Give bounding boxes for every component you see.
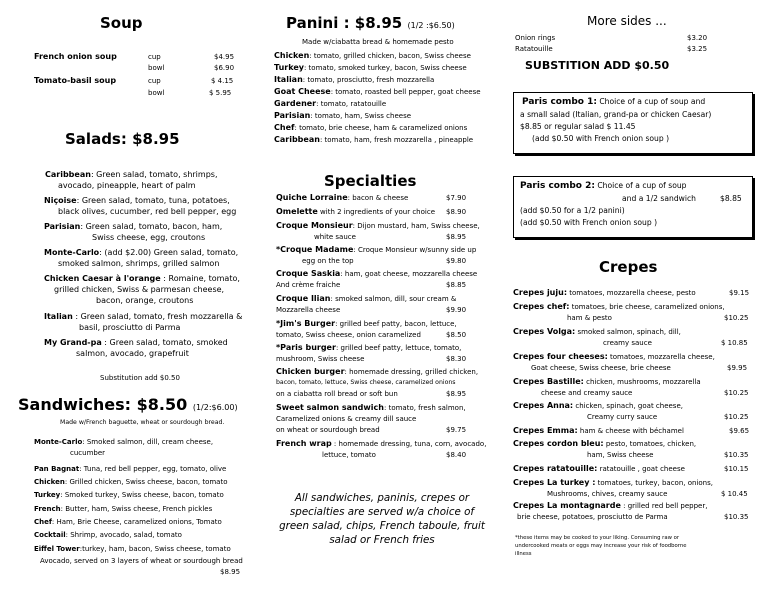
- panini-desc: : tomato, smoked turkey, bacon, Swiss cheese: [303, 64, 467, 72]
- sandwich-item: [34, 517, 222, 527]
- specialty-name: Sweet salmon sandwich: [276, 403, 384, 412]
- sandwich-item: [34, 544, 231, 554]
- crepes-heading: Crepes: [599, 258, 658, 276]
- salad-name: Chicken Caesar à l'orange: [44, 274, 161, 283]
- crepe-name: Crepes La montagnarde: [513, 501, 621, 510]
- salad-desc-cont: Swiss cheese, egg, croutons: [92, 233, 206, 242]
- specialty-name: *Croque Madame: [276, 245, 354, 254]
- panini-item: [274, 63, 467, 73]
- sandwich-name: Turkey: [34, 491, 61, 499]
- salad-desc-cont: basil, prosciutto di Parma: [79, 323, 181, 332]
- sandwich-desc-cont: Avocado, served on 3 layers of wheat or sourdough bread: [40, 557, 243, 565]
- crepe-item: [513, 478, 713, 488]
- specialty-item: [276, 207, 435, 217]
- soup-size: bowl: [148, 64, 165, 72]
- crepe-price: $9.95: [727, 364, 748, 372]
- soup-price: $6.90: [214, 64, 235, 72]
- specialty-name: Croque Monsieur: [276, 221, 353, 230]
- specialty-price: $8.90: [446, 208, 467, 216]
- salad-item: [44, 338, 228, 348]
- crepe-desc-cont: ham, Swiss cheese: [587, 451, 654, 459]
- specialty-name: Chicken burger: [276, 367, 345, 376]
- crepe-price: $10.15: [724, 465, 749, 473]
- combo2-name: Paris combo 2:: [520, 181, 595, 191]
- salad-item: [44, 196, 230, 206]
- soup-heading: Soup: [100, 14, 143, 32]
- crepe-name: Crepes La turkey :: [513, 478, 596, 487]
- soup-size: bowl: [148, 89, 165, 97]
- crepe-item: [513, 501, 707, 511]
- crepe-desc: ratatouille , goat cheese: [597, 465, 685, 473]
- side-price: $3.20: [687, 34, 708, 42]
- panini-desc: : tomato, grilled chicken, bacon, Swiss cheese: [309, 52, 471, 60]
- combo2-box: [513, 176, 753, 238]
- crepe-name: Crepes Emma:: [513, 426, 578, 435]
- sandwich-name: Monte-Carlo: [34, 438, 83, 446]
- sandwich-name: Pan Bagnat: [34, 465, 80, 473]
- crepe-item: [513, 288, 696, 298]
- sandwiches-heading: [18, 395, 238, 414]
- sandwich-price: $8.95: [220, 568, 241, 576]
- sandwich-item: [34, 437, 213, 447]
- combo1-line: $8.85 or regular salad $ 11.45: [520, 122, 636, 131]
- specialty-price: $8.95: [446, 233, 467, 241]
- specialty-desc: : homemade dressing, tuna, corn, avocado,: [331, 440, 487, 448]
- panini-desc: : tomato, prosciutto, fresh mozzarella: [302, 76, 435, 84]
- specialty-price: $8.95: [446, 390, 467, 398]
- salad-name: Parisian: [44, 222, 81, 231]
- sandwich-item: [34, 490, 224, 500]
- crepe-price: $10.25: [724, 413, 749, 421]
- crepe-desc: chicken, spinach, goat cheese,: [573, 402, 683, 410]
- sandwich-name: French: [34, 505, 61, 513]
- specialty-desc-cont: Mozzarella cheese: [276, 306, 341, 314]
- panini-name: Turkey: [274, 63, 304, 72]
- crepe-name: Crepes Anna:: [513, 401, 574, 410]
- crepe-item: [513, 302, 725, 312]
- specialty-item: [276, 343, 461, 353]
- specialty-desc-cont: white sauce: [314, 233, 356, 241]
- specialty-desc-cont: lettuce, tomato: [322, 451, 376, 459]
- specialty-item: [276, 269, 477, 279]
- crepe-item: [513, 401, 683, 411]
- sandwich-desc: : Smoked turkey, Swiss cheese, bacon, tomato: [60, 491, 224, 499]
- sandwich-item: [34, 504, 212, 514]
- specialty-desc: : Croque Monsieur w/sunny side up: [353, 246, 477, 254]
- specialty-item: [276, 193, 408, 203]
- panini-title: Panini : $8.95: [286, 14, 403, 32]
- crepe-item: [513, 352, 715, 362]
- specialty-desc-cont: bacon, tomato, lettuce, Swiss cheese, caramelized onions: [276, 379, 456, 386]
- specialty-item: [276, 319, 457, 329]
- specialty-desc-cont: tomato, Swiss cheese, onion caramelized: [276, 331, 421, 339]
- sandwich-desc: :turkey, ham, bacon, Swiss cheese, tomato: [79, 545, 231, 553]
- specialty-desc-cont: Caramelized onions & creamy dill sauce: [276, 415, 417, 423]
- crepe-desc: tomatoes, turkey, bacon, onions,: [595, 479, 713, 487]
- panini-item: [274, 123, 467, 133]
- specialty-price: $9.80: [446, 257, 467, 265]
- crepe-desc: smoked salmon, spinach, dill,: [575, 328, 681, 336]
- panini-name: Chicken: [274, 51, 310, 60]
- sandwich-desc: : Grilled chicken, Swiss cheese, bacon, tomato: [64, 478, 228, 486]
- panini-name: Italian: [274, 75, 303, 84]
- crepe-item: [513, 377, 701, 387]
- salad-substitution-note: Substitution add $0.50: [100, 374, 180, 382]
- panini-name: Caribbean: [274, 135, 320, 144]
- crepe-price: $10.25: [724, 314, 749, 322]
- salad-desc: : Green salad, tomato, shrimps,: [90, 170, 218, 179]
- warning-line: *these items may be cooked to your liking. Consuming raw or: [515, 535, 680, 541]
- crepe-desc: pesto, tomatoes, chicken,: [603, 440, 697, 448]
- combo2-line: (add $0.50 with French onion soup ): [520, 218, 658, 227]
- specialty-desc: : Dijon mustard, ham, Swiss cheese,: [352, 222, 480, 230]
- crepe-desc-cont: brie cheese, potatoes, prosciutto de Parma: [517, 513, 668, 521]
- sandwich-desc: : Tuna, red bell pepper, egg, tomato, olive: [79, 465, 227, 473]
- crepe-desc-cont: ham & pesto: [567, 314, 612, 322]
- salad-name: My Grand-pa: [44, 338, 102, 347]
- crepe-desc-cont: Goat cheese, Swiss cheese, brie cheese: [531, 364, 671, 372]
- panini-half-price: (1/2 :$6.50): [407, 21, 455, 30]
- soup-item-name: French onion soup: [34, 52, 117, 61]
- crepe-desc: tomatoes, mozzarella cheese, pesto: [567, 289, 696, 297]
- salad-desc: : (add $2.00) Green salad, tomato,: [99, 248, 239, 257]
- crepe-desc: chicken, mushrooms, mozzarella: [583, 378, 701, 386]
- combo1-line: a small salad (Italian, grand-pa or chicken Caesar): [520, 110, 712, 119]
- salads-heading: Salads: $8.95: [65, 130, 180, 148]
- sandwich-item: [34, 530, 182, 540]
- panini-heading: [286, 14, 455, 32]
- crepe-item: [513, 439, 696, 449]
- specialty-item: [276, 439, 486, 449]
- salad-desc-cont: grilled chicken, Swiss & parmesan cheese,: [54, 285, 225, 294]
- substitution-note: SUBSTITION ADD $0.50: [525, 59, 670, 72]
- salad-name: Italian: [44, 312, 73, 321]
- specialty-name: Omelette: [276, 207, 318, 216]
- salad-desc: : Romaine, tomato,: [160, 274, 240, 283]
- salad-desc-cont: smoked salmon, shrimps, grilled salmon: [58, 259, 220, 268]
- salad-name: Caribbean: [45, 170, 91, 179]
- soup-price: $4.95: [214, 53, 235, 61]
- crepe-name: Crepes cordon bleu:: [513, 439, 604, 448]
- salad-item: [45, 170, 217, 180]
- salad-item: [44, 312, 242, 322]
- panini-name: Goat Cheese: [274, 87, 331, 96]
- specialty-desc: : tomato, fresh salmon,: [383, 404, 466, 412]
- combo1-line: (add $0.50 with French onion soup ): [532, 134, 670, 143]
- panini-item: [274, 99, 386, 109]
- combo1-desc: Choice of a cup of soup and: [596, 97, 706, 106]
- side-name: Onion rings: [515, 34, 556, 42]
- salad-item: [44, 274, 240, 284]
- soup-price: $ 5.95: [209, 89, 232, 97]
- side-name: Ratatouille: [515, 45, 553, 53]
- crepe-item: [513, 426, 684, 436]
- specialty-item: [276, 403, 466, 413]
- crepe-name: Crepes ratatouille:: [513, 464, 598, 473]
- combo2-desc: Choice of a cup of soup: [594, 181, 687, 190]
- sandwich-name: Chicken: [34, 478, 65, 486]
- specialty-desc-cont: egg on the top: [302, 257, 354, 265]
- crepe-desc: ham & cheese with béchamel: [577, 427, 684, 435]
- specialty-price: $7.90: [446, 194, 467, 202]
- crepe-name: Crepes Volga:: [513, 327, 576, 336]
- specialty-item: [276, 367, 478, 377]
- salad-desc: : Green salad, tomato, bacon, ham,: [80, 222, 223, 231]
- crepe-desc-cont: Creamy curry sauce: [587, 413, 658, 421]
- panini-item: [274, 87, 481, 97]
- specialty-desc-cont: And crème fraiche: [276, 281, 341, 289]
- combo1-line: [522, 97, 705, 107]
- crepe-price: $9.65: [729, 427, 750, 435]
- salad-item: [44, 222, 222, 232]
- panini-name: Parisian: [274, 111, 311, 120]
- crepe-name: Crepes four cheeses:: [513, 352, 608, 361]
- crepe-name: Crepes chef:: [513, 302, 570, 311]
- specialty-item: [276, 245, 476, 255]
- specialty-name: Croque Saskia: [276, 269, 341, 278]
- salad-desc-cont: bacon, orange, croutons: [96, 296, 194, 305]
- panini-desc: : tomato, roasted bell pepper, goat cheese: [330, 88, 481, 96]
- crepe-desc-cont: Mushrooms, chives, creamy sauce: [547, 490, 668, 498]
- sandwich-name: Chef: [34, 518, 52, 526]
- specialty-name: Quiche Lorraine: [276, 193, 348, 202]
- panini-desc: : tomato, ham, Swiss cheese: [310, 112, 412, 120]
- sandwich-desc: : Smoked salmon, dill, cream cheese,: [82, 438, 214, 446]
- warning-line: illness: [515, 551, 532, 557]
- salad-desc: : Green salad, tomato, smoked: [101, 338, 228, 347]
- side-price: $3.25: [687, 45, 708, 53]
- soup-size: cup: [148, 53, 161, 61]
- served-with-line: specialties are served w/a choice of: [289, 506, 475, 518]
- specialty-desc: : bacon & cheese: [347, 194, 409, 202]
- warning-line: undercooked meats or eggs may increase your risk of foodborne: [515, 543, 687, 549]
- specialty-price: $8.30: [446, 355, 467, 363]
- panini-item: [274, 111, 411, 121]
- specialty-item: [276, 294, 456, 304]
- crepe-item: [513, 327, 681, 337]
- panini-item: [274, 51, 471, 61]
- crepe-price: $ 10.45: [721, 490, 748, 498]
- sandwich-desc: : Butter, ham, Swiss cheese, French pickles: [60, 505, 213, 513]
- crepe-price: $9.15: [729, 289, 750, 297]
- panini-desc: : tomato, ratatouille: [316, 100, 387, 108]
- specialty-desc: : grilled beef patty, lettuce, tomato,: [335, 344, 462, 352]
- specialty-name: Croque Ilian: [276, 294, 331, 303]
- specialty-desc: : smoked salmon, dill, sour cream &: [330, 295, 457, 303]
- combo2-line: (add $0.50 for a 1/2 panini): [520, 206, 625, 215]
- crepe-item: [513, 464, 685, 474]
- specialty-desc-cont: on wheat or sourdough bread: [276, 426, 380, 434]
- specialty-desc: : ham, goat cheese, mozzarella cheese: [340, 270, 478, 278]
- served-with-line: salad or French fries: [329, 534, 435, 546]
- crepe-price: $10.35: [724, 451, 749, 459]
- sandwich-desc: : Shrimp, avocado, salad, tomato: [65, 531, 182, 539]
- sandwiches-subtitle: Made w/French baguette, wheat or sourdough bread.: [60, 419, 225, 426]
- panini-item: [274, 75, 434, 85]
- crepe-price: $10.35: [724, 513, 749, 521]
- specialties-heading: Specialties: [324, 172, 417, 190]
- crepe-price: $ 10.85: [721, 339, 748, 347]
- crepe-desc-cont: creamy sauce: [603, 339, 652, 347]
- specialty-price: $9.90: [446, 306, 467, 314]
- salad-desc-cont: avocado, pineapple, heart of palm: [58, 181, 196, 190]
- specialty-price: $8.50: [446, 331, 467, 339]
- panini-name: Gardener: [274, 99, 317, 108]
- panini-desc: : tomato, ham, fresh mozzarella , pineapple: [319, 136, 474, 144]
- sandwich-name: Eiffel Tower: [34, 545, 80, 553]
- specialty-price: $8.40: [446, 451, 467, 459]
- specialty-desc-cont: on a ciabatta roll bread or soft bun: [276, 390, 398, 398]
- salad-item: [44, 248, 238, 258]
- specialty-desc: : homemade dressing, grilled chicken,: [344, 368, 479, 376]
- more-sides-heading: More sides ...: [587, 14, 667, 28]
- served-with-line: All sandwiches, paninis, crepes or: [294, 492, 470, 504]
- sandwich-item: [34, 464, 226, 474]
- combo2-line: [520, 181, 687, 191]
- specialty-price: $9.75: [446, 426, 467, 434]
- specialty-desc: : grilled beef patty, bacon, lettuce,: [335, 320, 457, 328]
- specialty-price: $8.85: [446, 281, 467, 289]
- sandwiches-title: Sandwiches: $8.50: [18, 395, 188, 414]
- sandwich-desc: : Ham, Brie Cheese, caramelized onions, Tomato: [51, 518, 222, 526]
- specialty-name: French wrap: [276, 439, 332, 448]
- crepe-name: Crepes juju:: [513, 288, 568, 297]
- sandwich-item: [34, 477, 228, 487]
- soup-price: $ 4.15: [211, 77, 234, 85]
- specialty-item: [276, 221, 480, 231]
- sandwich-desc-cont: cucumber: [70, 449, 106, 457]
- crepe-desc: : grilled red bell pepper,: [620, 502, 708, 510]
- sandwich-name: Cocktail: [34, 531, 66, 539]
- salad-desc-cont: black olives, cucumber, red bell pepper, egg: [58, 207, 237, 216]
- crepe-price: $10.25: [724, 389, 749, 397]
- panini-desc: : tomato, brie cheese, ham & caramelized onions: [294, 124, 468, 132]
- combo1-box: [513, 92, 753, 154]
- specialty-name: *Jim's Burger: [276, 319, 336, 328]
- soup-size: cup: [148, 77, 161, 85]
- salad-name: Niçoise: [44, 196, 77, 205]
- specialty-desc-cont: mushroom, Swiss cheese: [276, 355, 365, 363]
- panini-subtitle: Made w/ciabatta bread & homemade pesto: [302, 38, 454, 46]
- crepe-desc: tomatoes, brie cheese, caramelized onions,: [569, 303, 725, 311]
- combo1-name: Paris combo 1:: [522, 97, 597, 107]
- specialty-name: *Paris burger: [276, 343, 336, 352]
- panini-name: Chef: [274, 123, 295, 132]
- combo2-line: and a 1/2 sandwich: [622, 194, 696, 203]
- crepe-desc-cont: cheese and creamy sauce: [541, 389, 633, 397]
- crepe-name: Crepes Bastille:: [513, 377, 584, 386]
- salad-desc: : Green salad, tomato, tuna, potatoes,: [76, 196, 230, 205]
- specialty-desc: with 2 ingredients of your choice: [317, 208, 436, 216]
- sandwiches-half-price: (1/2:$6.00): [192, 403, 238, 412]
- crepe-desc: tomatoes, mozzarella cheese,: [607, 353, 715, 361]
- combo2-price: $8.85: [720, 194, 742, 203]
- served-with-line: green salad, chips, French taboule, fruit: [279, 520, 485, 532]
- salad-name: Monte-Carlo: [44, 248, 100, 257]
- panini-item: [274, 135, 473, 145]
- salad-desc-cont: salmon, avocado, grapefruit: [76, 349, 189, 358]
- salad-desc: : Green salad, tomato, fresh mozzarella &: [72, 312, 243, 321]
- soup-item-name: Tomato-basil soup: [34, 76, 117, 85]
